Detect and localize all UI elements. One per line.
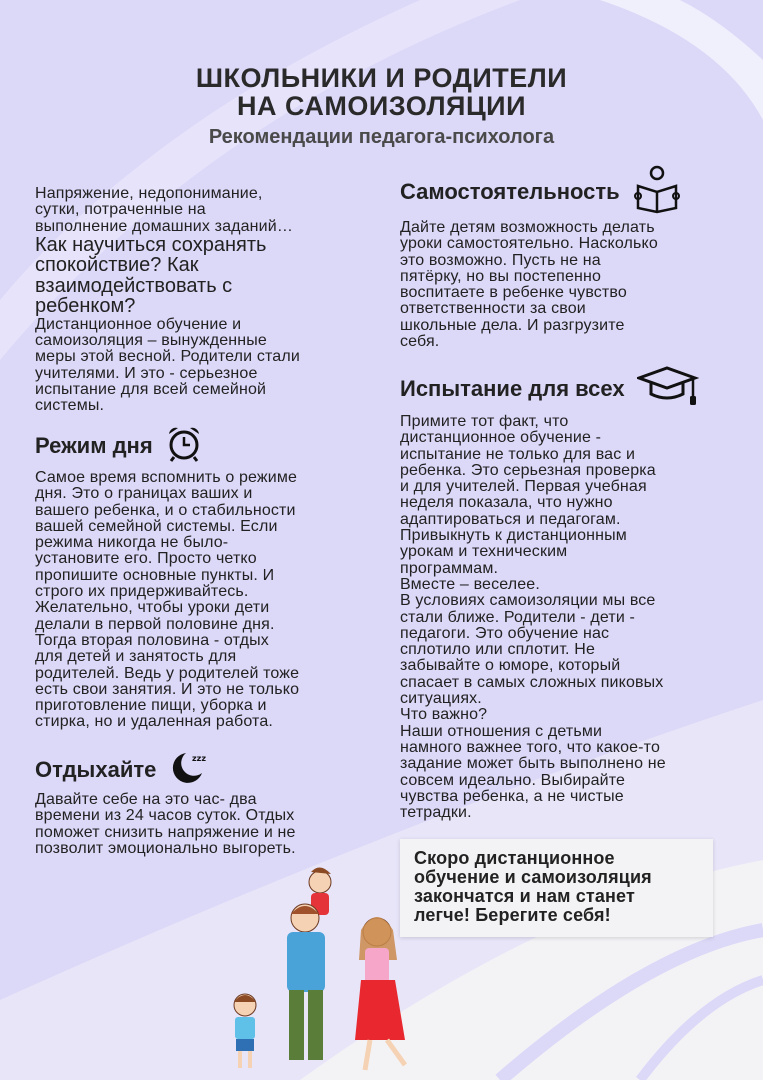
text-line: системы. bbox=[35, 397, 105, 415]
text-line: самоизоляция – вынужденные bbox=[35, 332, 267, 350]
text-line: это возможно. Пусть не на bbox=[400, 251, 601, 269]
text-line: неделя показала, что нужно bbox=[400, 494, 613, 512]
text-line: закончатся и нам станет bbox=[414, 886, 635, 906]
text-line: для детей и занятость для bbox=[35, 648, 237, 666]
text-line: меры этой весной. Родители стали bbox=[35, 348, 300, 366]
section-heading-text: Отдыхайте bbox=[35, 757, 157, 782]
section-heading-text: Самостоятельность bbox=[400, 179, 620, 204]
text-line: Дайте детям возможность делать bbox=[400, 219, 655, 236]
text-line: В условиях самоизоляции мы все bbox=[400, 592, 656, 610]
text-line: взаимодействовать с bbox=[35, 274, 233, 297]
text-line: ситуациях. bbox=[400, 690, 482, 708]
page-title bbox=[0, 64, 763, 120]
text-line: Примите тот факт, что bbox=[400, 413, 569, 430]
text-line: приготовление пищи, уборка и bbox=[35, 697, 267, 715]
text-line: воспитаете в ребенке чувство bbox=[400, 284, 627, 302]
text-line: Давайте себе на это час- два bbox=[35, 791, 257, 808]
text-line: вашей семейной системы. Если bbox=[35, 517, 278, 535]
text-line: Вместе – веселее. bbox=[400, 575, 540, 593]
text-line: программам. bbox=[400, 559, 499, 577]
text-line: Самое время вспомнить о режиме bbox=[35, 469, 298, 486]
text-line: дня. Это о границах ваших и bbox=[35, 485, 253, 503]
text-line: урокам и техническим bbox=[400, 543, 568, 561]
text-line: ребенка. Это серьезная проверка bbox=[400, 461, 656, 479]
text-line: Желательно, чтобы уроки дети bbox=[35, 599, 270, 617]
family-illustration bbox=[215, 860, 415, 1080]
callout-box bbox=[400, 839, 713, 937]
text-line: выполнение домашних заданий… bbox=[35, 217, 293, 235]
text-line: Скоро дистанционное bbox=[414, 848, 615, 868]
text-line: Что важно? bbox=[400, 706, 488, 724]
text-line: учителями. И это - серьезное bbox=[35, 364, 258, 382]
text-line: строго их придерживайтесь. bbox=[35, 583, 249, 601]
graduation-cap-icon bbox=[637, 366, 699, 412]
text-line: Привыкнуть к дистанционным bbox=[400, 527, 627, 545]
text-line: чувства ребенка, а не чистые bbox=[400, 787, 624, 805]
text-line: времени из 24 часов суток. Отдых bbox=[35, 807, 295, 825]
text-line: Дистанционное обучение и bbox=[35, 315, 242, 333]
section-samostoyatelnost bbox=[400, 166, 682, 350]
section-heading-text: Испытание для всех bbox=[400, 376, 625, 401]
title-line: НА САМОИЗОЛЯЦИИ bbox=[237, 91, 526, 121]
section-rezhim-dnya bbox=[35, 426, 299, 731]
svg-text:zzz: zzz bbox=[192, 754, 207, 763]
section-otdykhayte bbox=[35, 752, 296, 857]
text-line: пятёрку, но вы постепенно bbox=[400, 267, 602, 285]
text-line: делали в первой половине дня. bbox=[35, 615, 275, 633]
text-line: и для учителей. Первая учебная bbox=[400, 478, 647, 496]
reading-person-icon bbox=[632, 164, 682, 220]
text-line: себя. bbox=[400, 333, 440, 351]
text-line: сплотило или сплотит. Не bbox=[400, 641, 595, 659]
text-line: Напряжение, недопонимание, bbox=[35, 185, 263, 202]
text-line: вашего ребенка, и о стабильности bbox=[35, 501, 296, 519]
text-line: родителей. Ведь у родителей тоже bbox=[35, 664, 300, 682]
text-line: легче! Берегите себя! bbox=[414, 905, 611, 925]
section-heading bbox=[35, 426, 299, 466]
text-line: совсем идеально. Выбирайте bbox=[400, 771, 626, 789]
text-line: испытание не только для вас и bbox=[400, 445, 636, 463]
text-line: Тогда вторая половина - отдых bbox=[35, 631, 269, 649]
text-line: спокойствие? Как bbox=[35, 254, 199, 277]
text-line: ребенком? bbox=[35, 295, 136, 318]
text-line: тетрадки. bbox=[400, 804, 472, 822]
text-line: ответственности за свои bbox=[400, 300, 586, 318]
section-ispytanie bbox=[400, 368, 699, 821]
text-line: педагоги. Это обучение нас bbox=[400, 624, 610, 642]
text-line: пропишите основные пункты. И bbox=[35, 566, 275, 584]
text-line: школьные дела. И разгрузите bbox=[400, 316, 625, 334]
section-heading bbox=[400, 368, 699, 410]
text-line: Как научиться сохранять bbox=[35, 233, 267, 256]
subtitle: Рекомендации педагога-психолога bbox=[208, 126, 555, 148]
text-line: дистанционное обучение - bbox=[400, 429, 602, 447]
moon-sleep-icon bbox=[168, 749, 208, 791]
alarm-clock-icon bbox=[165, 424, 203, 468]
text-line: Наши отношения с детьми bbox=[400, 722, 603, 740]
text-line: испытание для всей семейной bbox=[35, 381, 267, 399]
text-line: режима никогда не было- bbox=[35, 534, 229, 552]
text-line: сутки, потраченные на bbox=[35, 201, 206, 219]
section-heading bbox=[400, 166, 682, 218]
text-line: задание может быть выполнено не bbox=[400, 755, 666, 773]
text-line: намного важнее того, что какое-то bbox=[400, 738, 660, 756]
section-heading-text: Режим дня bbox=[35, 433, 153, 458]
text-line: стали ближе. Родители - дети - bbox=[400, 608, 636, 626]
text-line: позволит эмоционально выгореть. bbox=[35, 839, 296, 857]
text-line: адаптироваться и педагогам. bbox=[400, 510, 621, 528]
text-line: поможет снизить напряжение и не bbox=[35, 823, 296, 841]
intro bbox=[35, 186, 300, 415]
section-heading bbox=[35, 752, 296, 788]
text-line: установите его. Просто четко bbox=[35, 550, 257, 568]
text-line: спасает в самых сложных пиковых bbox=[400, 673, 664, 691]
title-line: ШКОЛЬНИКИ И РОДИТЕЛИ bbox=[195, 63, 568, 93]
text-line: стирка, но и удаленная работа. bbox=[35, 713, 273, 731]
text-line: есть свои занятия. И это не только bbox=[35, 680, 300, 698]
text-line: обучение и самоизоляция bbox=[414, 867, 652, 887]
text-line: забывайте о юморе, который bbox=[400, 657, 621, 675]
text-line: уроки самостоятельно. Насколько bbox=[400, 235, 658, 253]
